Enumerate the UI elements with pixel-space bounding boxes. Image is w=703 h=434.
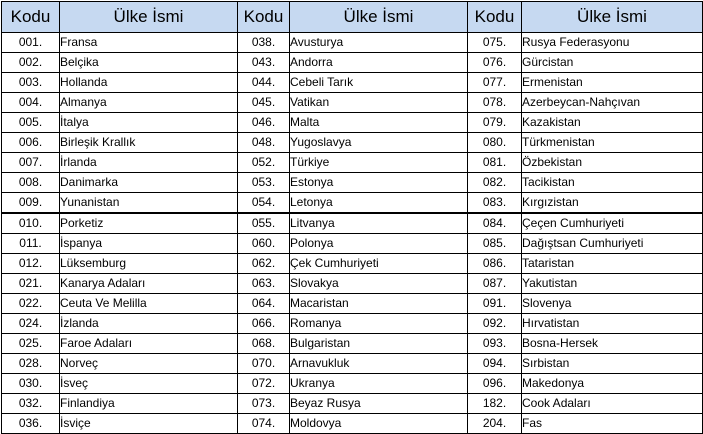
country-name-cell: Ermenistan <box>522 73 703 93</box>
country-code-cell: 046. <box>238 113 290 133</box>
country-name-cell: Sırbistan <box>522 354 703 374</box>
country-name-cell: Estonya <box>290 173 468 193</box>
country-code-cell: 086. <box>468 254 522 274</box>
country-name-cell: Fas <box>522 414 703 434</box>
country-name-cell: Lüksemburg <box>60 254 238 274</box>
country-name-cell: Arnavukluk <box>290 354 468 374</box>
country-name-cell: Tataristan <box>522 254 703 274</box>
country-name-cell: Çeçen Cumhuriyeti <box>522 213 703 234</box>
country-code-cell: 204. <box>468 414 522 434</box>
table-row <box>2 113 703 133</box>
country-name-cell: Cebeli Tarık <box>290 73 468 93</box>
country-name-cell: Çek Cumhuriyeti <box>290 254 468 274</box>
header-country-name-1: Ülke İsmi <box>60 2 238 33</box>
country-code-cell: 074. <box>238 414 290 434</box>
country-name-cell: Finlandiya <box>60 394 238 414</box>
country-name-cell: Kırgızistan <box>522 193 703 214</box>
table-row <box>2 153 703 173</box>
country-code-cell: 006. <box>2 133 60 153</box>
country-name-cell: Beyaz Rusya <box>290 394 468 414</box>
country-name-cell: Malta <box>290 113 468 133</box>
country-code-cell: 083. <box>468 193 522 214</box>
country-code-cell: 009. <box>2 193 60 214</box>
country-name-cell: Özbekistan <box>522 153 703 173</box>
country-code-cell: 060. <box>238 234 290 254</box>
country-code-cell: 092. <box>468 314 522 334</box>
country-code-cell: 064. <box>238 294 290 314</box>
country-code-cell: 024. <box>2 314 60 334</box>
country-name-cell: Slovakya <box>290 274 468 294</box>
country-name-cell: Gürcistan <box>522 53 703 73</box>
country-name-cell: İspanya <box>60 234 238 254</box>
country-code-cell: 012. <box>2 254 60 274</box>
country-code-cell: 055. <box>238 213 290 234</box>
country-name-cell: Faroe Adaları <box>60 334 238 354</box>
country-name-cell: Yakutistan <box>522 274 703 294</box>
header-country-name-3: Ülke İsmi <box>522 2 703 33</box>
table-row <box>2 193 703 214</box>
country-name-cell: Almanya <box>60 93 238 113</box>
table-row <box>2 33 703 53</box>
table-row <box>2 274 703 294</box>
country-code-cell: 038. <box>238 33 290 53</box>
country-name-cell: Yunanistan <box>60 193 238 214</box>
country-code-cell: 052. <box>238 153 290 173</box>
country-name-cell: Norveç <box>60 354 238 374</box>
country-name-cell: Romanya <box>290 314 468 334</box>
country-code-cell: 043. <box>238 53 290 73</box>
country-name-cell: İrlanda <box>60 153 238 173</box>
country-name-cell: İtalya <box>60 113 238 133</box>
header-code-3: Kodu <box>468 2 522 33</box>
country-code-cell: 076. <box>468 53 522 73</box>
country-name-cell: Rusya Federasyonu <box>522 33 703 53</box>
country-name-cell: Avusturya <box>290 33 468 53</box>
country-code-cell: 075. <box>468 33 522 53</box>
table-row <box>2 234 703 254</box>
country-code-cell: 028. <box>2 354 60 374</box>
country-code-cell: 008. <box>2 173 60 193</box>
country-code-cell: 022. <box>2 294 60 314</box>
country-name-cell: Ceuta Ve Melilla <box>60 294 238 314</box>
country-code-cell: 077. <box>468 73 522 93</box>
country-code-cell: 085. <box>468 234 522 254</box>
table-row <box>2 53 703 73</box>
country-code-cell: 005. <box>2 113 60 133</box>
country-code-cell: 093. <box>468 334 522 354</box>
country-code-cell: 082. <box>468 173 522 193</box>
country-name-cell: Cook Adaları <box>522 394 703 414</box>
country-code-cell: 066. <box>238 314 290 334</box>
header-country-name-2: Ülke İsmi <box>290 2 468 33</box>
table-row <box>2 374 703 394</box>
country-code-cell: 079. <box>468 113 522 133</box>
country-code-cell: 004. <box>2 93 60 113</box>
country-code-cell: 001. <box>2 33 60 53</box>
country-code-cell: 011. <box>2 234 60 254</box>
table-body <box>2 33 703 434</box>
country-code-cell: 002. <box>2 53 60 73</box>
country-code-cell: 048. <box>238 133 290 153</box>
country-name-cell: Polonya <box>290 234 468 254</box>
country-name-cell: Azerbeycan-Nahçıvan <box>522 93 703 113</box>
country-name-cell: Hırvatistan <box>522 314 703 334</box>
header-code-1: Kodu <box>2 2 60 33</box>
table-row <box>2 414 703 434</box>
country-name-cell: Hollanda <box>60 73 238 93</box>
country-code-cell: 063. <box>238 274 290 294</box>
country-name-cell: Türkiye <box>290 153 468 173</box>
country-code-cell: 091. <box>468 294 522 314</box>
country-name-cell: Porketiz <box>60 213 238 234</box>
country-name-cell: Vatikan <box>290 93 468 113</box>
header-code-2: Kodu <box>238 2 290 33</box>
country-name-cell: Andorra <box>290 53 468 73</box>
country-name-cell: Bosna-Hersek <box>522 334 703 354</box>
country-code-cell: 044. <box>238 73 290 93</box>
country-code-cell: 094. <box>468 354 522 374</box>
country-code-cell: 036. <box>2 414 60 434</box>
table-row <box>2 354 703 374</box>
country-code-cell: 080. <box>468 133 522 153</box>
country-name-cell: Litvanya <box>290 213 468 234</box>
country-name-cell: Türkmenistan <box>522 133 703 153</box>
country-code-cell: 007. <box>2 153 60 173</box>
country-code-cell: 053. <box>238 173 290 193</box>
country-code-cell: 087. <box>468 274 522 294</box>
country-code-cell: 032. <box>2 394 60 414</box>
header-row <box>2 2 703 33</box>
country-code-cell: 010. <box>2 213 60 234</box>
table-row <box>2 93 703 113</box>
country-name-cell: Yugoslavya <box>290 133 468 153</box>
country-code-cell: 062. <box>238 254 290 274</box>
country-name-cell: Macaristan <box>290 294 468 314</box>
country-code-cell: 070. <box>238 354 290 374</box>
country-name-cell: Birleşik Krallık <box>60 133 238 153</box>
country-code-cell: 021. <box>2 274 60 294</box>
country-code-cell: 078. <box>468 93 522 113</box>
country-name-cell: Slovenya <box>522 294 703 314</box>
country-code-table <box>1 1 703 434</box>
country-name-cell: Fransa <box>60 33 238 53</box>
country-name-cell: Kanarya Adaları <box>60 274 238 294</box>
country-name-cell: Dağıştsan Cumhuriyeti <box>522 234 703 254</box>
table-row <box>2 334 703 354</box>
country-code-cell: 081. <box>468 153 522 173</box>
table-row <box>2 133 703 153</box>
country-code-cell: 096. <box>468 374 522 394</box>
country-name-cell: Letonya <box>290 193 468 214</box>
table-row <box>2 254 703 274</box>
country-code-cell: 025. <box>2 334 60 354</box>
country-name-cell: Makedonya <box>522 374 703 394</box>
table-row <box>2 314 703 334</box>
country-code-cell: 084. <box>468 213 522 234</box>
country-name-cell: Moldovya <box>290 414 468 434</box>
country-name-cell: İzlanda <box>60 314 238 334</box>
country-code-cell: 045. <box>238 93 290 113</box>
table-row <box>2 294 703 314</box>
country-name-cell: Ukranya <box>290 374 468 394</box>
country-name-cell: Bulgaristan <box>290 334 468 354</box>
country-code-cell: 054. <box>238 193 290 214</box>
country-name-cell: Belçika <box>60 53 238 73</box>
country-name-cell: Danimarka <box>60 173 238 193</box>
table-row <box>2 394 703 414</box>
country-name-cell: Tacikistan <box>522 173 703 193</box>
country-code-cell: 072. <box>238 374 290 394</box>
table-row <box>2 173 703 193</box>
country-name-cell: İsviçe <box>60 414 238 434</box>
country-code-cell: 003. <box>2 73 60 93</box>
country-code-cell: 068. <box>238 334 290 354</box>
table-row <box>2 213 703 234</box>
country-code-cell: 030. <box>2 374 60 394</box>
country-name-cell: İsveç <box>60 374 238 394</box>
country-code-cell: 182. <box>468 394 522 414</box>
country-code-cell: 073. <box>238 394 290 414</box>
country-name-cell: Kazakistan <box>522 113 703 133</box>
table-row <box>2 73 703 93</box>
